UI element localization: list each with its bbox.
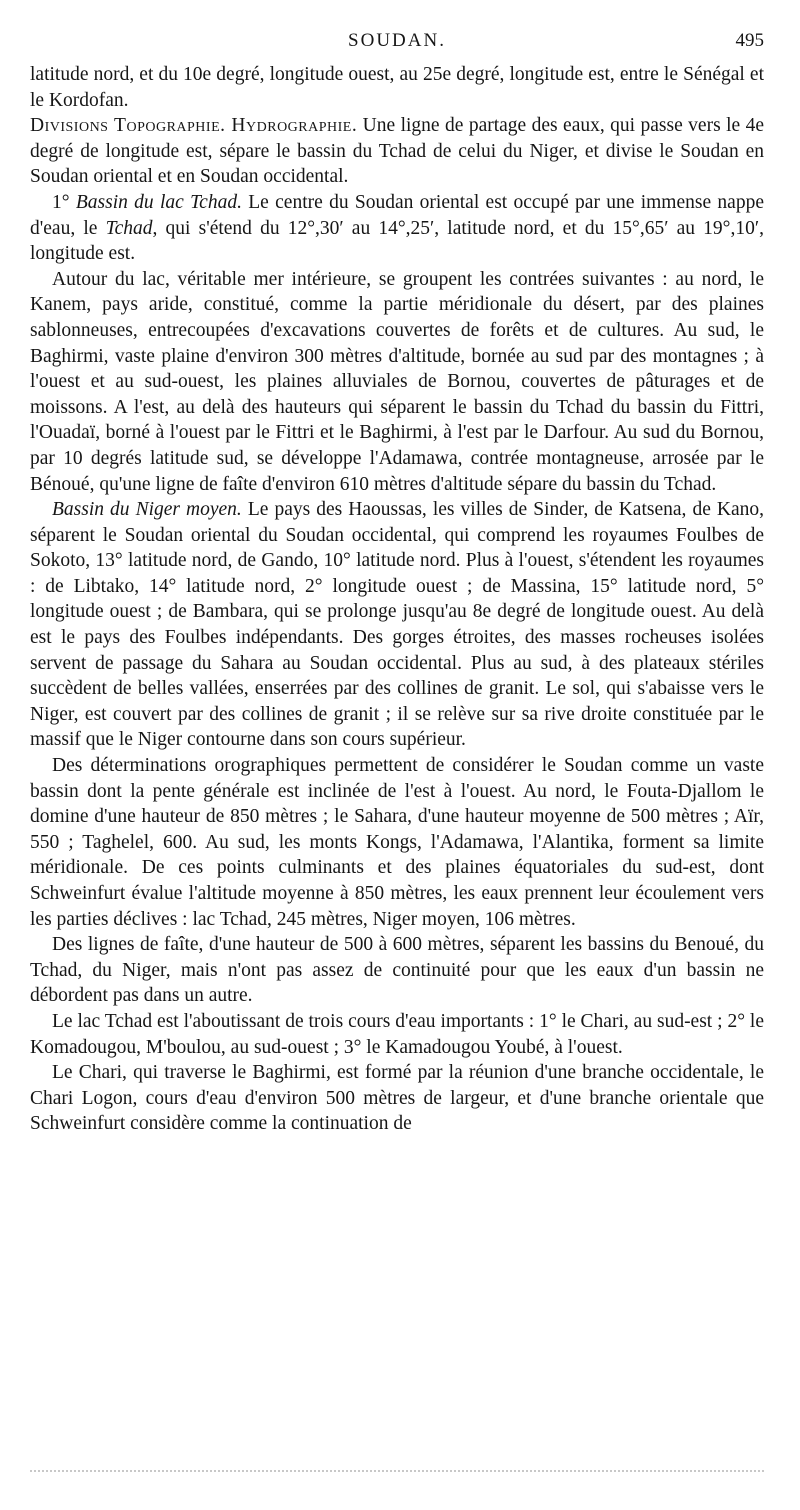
paragraph-5-body: Le pays des Haoussas, les villes de Sinder, de Katsena, de Kano, séparent le Soudan oriental du Soudan occidental, qui comprend les royaumes Foulbes de Sokoto, 13° latitude nord, de Gando, 10° latitude nord. Plus à l'ouest, s'étendent les royaumes : de Libtako, 14° latitude nord, 2° longitude ouest ; de Massina, 15° latitude nord, 5° longitude ouest ; de Bambara, qui se prolonge jusqu'au 8e degré de longitude ouest. Au delà est le pays des Foulbes indépendants. Des gorges étroites, des masses rocheuses isolées servent de passage du Sahara au Soudan occidental. Plus au sud, à des plateaux stériles succèdent de belles vallées, enserrées par des collines de granit. Le sol, qui s'abaisse vers le Niger, est couvert par des collines de granit ; il se relève sur sa rive droite constituée par le massif que le Niger contourne dans son cours supérieur.: [30, 499, 764, 751]
paragraph-7: Des lignes de faîte, d'une hauteur de 500 à 600 mètres, séparent les bassins du Benoué, du Tchad, du Niger, mais n'ont pas assez de continuité pour que les eaux d'un bassin ne débordent pas dans un autre.: [30, 934, 764, 1007]
paragraph-3-part1: Le centre du Soudan oriental est occupé par une immense nappe d'eau, le: [30, 191, 764, 239]
page-number: 495: [735, 30, 764, 51]
paragraph-2-body: Une ligne de partage des eaux, qui passe vers le 4e degré de longitude est, sépare le bassin du Tchad de celui du Niger, et divise le Soudan en Soudan oriental et en Soudan occidental.: [30, 115, 764, 188]
page-header: [30, 30, 764, 60]
paragraph-8: Le lac Tchad est l'aboutissant de trois cours d'eau importants : 1° le Chari, au sud-est ; 2° le Komadougou, M'boulou, au sud-ouest ; 3° le Kamadougou Youbé, à l'ouest.: [30, 1010, 764, 1058]
paragraph-3-prefix: 1°: [52, 191, 76, 213]
lake-name: Tchad: [105, 217, 153, 239]
paragraph-3-part2: , qui s'étend du 12°,30′ au 14°,25′, latitude nord, et du 15°,65′ au 19°,10′, longitude est.: [30, 217, 764, 265]
paragraph-1: latitude nord, et du 10e degré, longitude ouest, au 25e degré, longitude est, entre le Sénégal et le Kordofan.: [30, 64, 764, 111]
book-page: [30, 30, 764, 1137]
body-text: [30, 62, 764, 1137]
subsection-title-niger: Bassin du Niger moyen.: [52, 499, 242, 521]
bleed-through-line: [30, 1470, 764, 1472]
paragraph-2: [30, 113, 764, 190]
subsection-title-tchad: Bassin du lac Tchad.: [75, 191, 242, 213]
paragraph-6: Des déterminations orographiques permettent de considérer le Soudan comme un vaste bassin dont la pente générale est inclinée de l'est à l'ouest. Au nord, le Fouta-Djallom le domine d'une hauteur de 850 mètres ; le Sahara, d'une hauteur moyenne de 500 mètres ; Aïr, 550 ; Taghelel, 600. Au sud, les monts Kongs, l'Adamawa, l'Alantika, forment sa limite méridionale. De ces points culminants et des plaines équatoriales du sud-est, dont Schweinfurt évalue l'altitude moyenne à 850 mètres, les eaux prennent leur écoulement vers les parties déclives : lac Tchad, 245 mètres, Niger moyen, 106 mètres.: [30, 755, 764, 930]
paragraph-5: [30, 497, 764, 753]
running-head: SOUDAN.: [348, 30, 446, 51]
section-heading: Divisions Topographie. Hydrographie.: [30, 115, 358, 137]
paragraph-3: [30, 190, 764, 267]
paragraph-4: Autour du lac, véritable mer intérieure, se groupent les contrées suivantes : au nord, le Kanem, pays aride, constitué, comme la partie méridionale du désert, par des plaines sablonneuses, entrecoupées d'excavations couvertes de forêts et de cultures. Au sud, le Baghirmi, vaste plaine d'environ 300 mètres d'altitude, bornée au sud par des montagnes ; à l'ouest et au sud-ouest, les plaines alluviales de Bornou, couvertes de pâturages et de moissons. A l'est, au delà des hauteurs qui séparent le bassin du Tchad du bassin du Fittri, l'Ouadaï, borné à l'ouest par le Fittri et le Baghirmi, à l'est par le Darfour. Au sud du Bornou, par 10 degrés latitude sud, se développe l'Adamawa, contrée montagneuse, arrosée par le Bénoué, qu'une ligne de faîte d'environ 610 mètres d'altitude sépare du bassin du Tchad.: [30, 268, 764, 495]
paragraph-9: Le Chari, qui traverse le Baghirmi, est formé par la réunion d'une branche occidentale, le Chari Logon, cours d'eau d'environ 500 mètres de largeur, et d'une branche orientale que Schweinfurt considère comme la continuation de: [30, 1062, 764, 1135]
